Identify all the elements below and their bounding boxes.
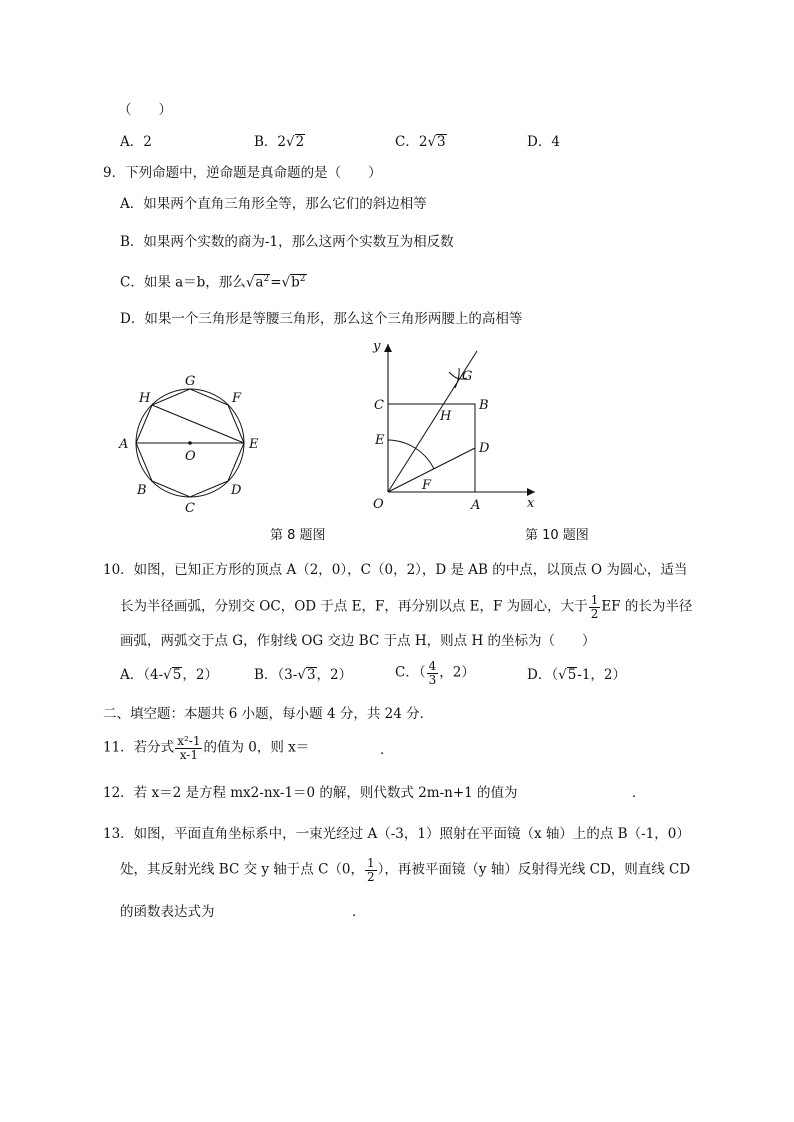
q8-option-c: C．2√3 — [395, 134, 446, 150]
section-2-heading: 二、填空题：本题共 6 小题，每小题 4 分，共 24 分． — [103, 706, 434, 722]
fig10-label-d: D — [479, 441, 490, 456]
q9-option-a: A．如果两个直角三角形全等，那么它们的斜边相等 — [120, 196, 427, 212]
fig10-label-b: B — [479, 398, 489, 413]
q9-stem: 9．下列命题中，逆命题是真命题的是（ ） — [103, 165, 382, 181]
q13-line1: 13．如图，平面直角坐标系中，一束光经过 A（-3，1）照射在平面镜（x 轴）上的点 B（-1，0） — [103, 826, 690, 842]
q8-option-a: A．2 — [120, 134, 152, 150]
fig8-label-o: O — [185, 449, 196, 464]
fig8-label-g: G — [185, 374, 196, 389]
fig10-label-f: F — [422, 478, 432, 493]
q9-option-d: D．如果一个三角形是等腰三角形，那么这个三角形两腰上的高相等 — [120, 311, 523, 327]
q10-line2: 长为半径画弧，分别交 OC，OD 于点 E，F，再分别以点 E，F 为圆心，大于 $\frac{1}{2}$ EF 的长为半径 — [120, 593, 693, 621]
fig8-label-c: C — [185, 501, 195, 516]
q13-line3: 的函数表达式为 — [120, 904, 215, 920]
q10-option-b: B．（3-√3，2） — [254, 667, 353, 683]
q9-option-c: C．如果 a＝b，那么$√a^2=√b^2$ — [120, 274, 306, 291]
q9-option-b: B．如果两个实数的商为-1，那么这两个实数互为相反数 — [120, 234, 454, 250]
q13-end: ． — [352, 904, 366, 920]
q8-option-b: B．2√2 — [254, 134, 305, 150]
q10-option-c: C．（ $\frac{4}{3}$ ，2） — [395, 659, 475, 687]
q11-end: ． — [380, 742, 394, 758]
q11: 11．若分式 $\frac{\text{x²-1}}{x-1}$ 的值为 0，则 x＝ — [103, 734, 310, 762]
fig8-label-a: A — [119, 437, 129, 452]
q10-line3: 画弧，两弧交于点 G，作射线 OG 交边 BC 于点 H，则点 H 的坐标为（ ） — [120, 633, 596, 649]
q10-line1: 10．如图，已知正方形的顶点 A（2，0），C（0，2），D 是 AB 的中点，以顶点 O 为圆心，适当 — [103, 562, 688, 578]
fig10-label-o: O — [373, 497, 384, 512]
fig10-label-y: y — [373, 339, 381, 354]
fig10-label-c: C — [374, 398, 384, 413]
q8-option-d: D．4 — [527, 134, 560, 150]
figure-8 — [115, 374, 275, 519]
fig10-label-g: G — [462, 369, 473, 384]
fig10-label-a: A — [471, 498, 481, 513]
fig10-label-x: x — [527, 496, 535, 511]
q10-option-d: D．（√5-1，2） — [527, 667, 627, 683]
q10-option-a: A．（4-√5，2） — [120, 667, 218, 683]
q12-end: ． — [632, 785, 646, 801]
q12: 12．若 x＝2 是方程 mx2-nx-1＝0 的解，则代数式 2m-n+1 的值为 — [103, 785, 518, 801]
fig8-label-f: F — [232, 391, 242, 406]
fig10-label-e: E — [375, 433, 385, 448]
q13-line2: 处，其反射光线 BC 交 y 轴于点 C（0， $\frac{1}{2}$ ），再被平面镜（y 轴）反射得光线 CD，则直线 CD — [120, 856, 691, 884]
fig8-label-e: E — [249, 437, 259, 452]
fig8-label-b: B — [137, 483, 147, 498]
fig10-caption: 第 10 题图 — [525, 528, 589, 543]
fig8-label-d: D — [231, 483, 242, 498]
fig8-label-h: H — [139, 391, 151, 406]
fig10-label-h: H — [440, 409, 452, 424]
q8-paren: （ ） — [118, 102, 172, 118]
figure-10 — [367, 336, 547, 516]
fig8-caption: 第 8 题图 — [270, 528, 326, 543]
